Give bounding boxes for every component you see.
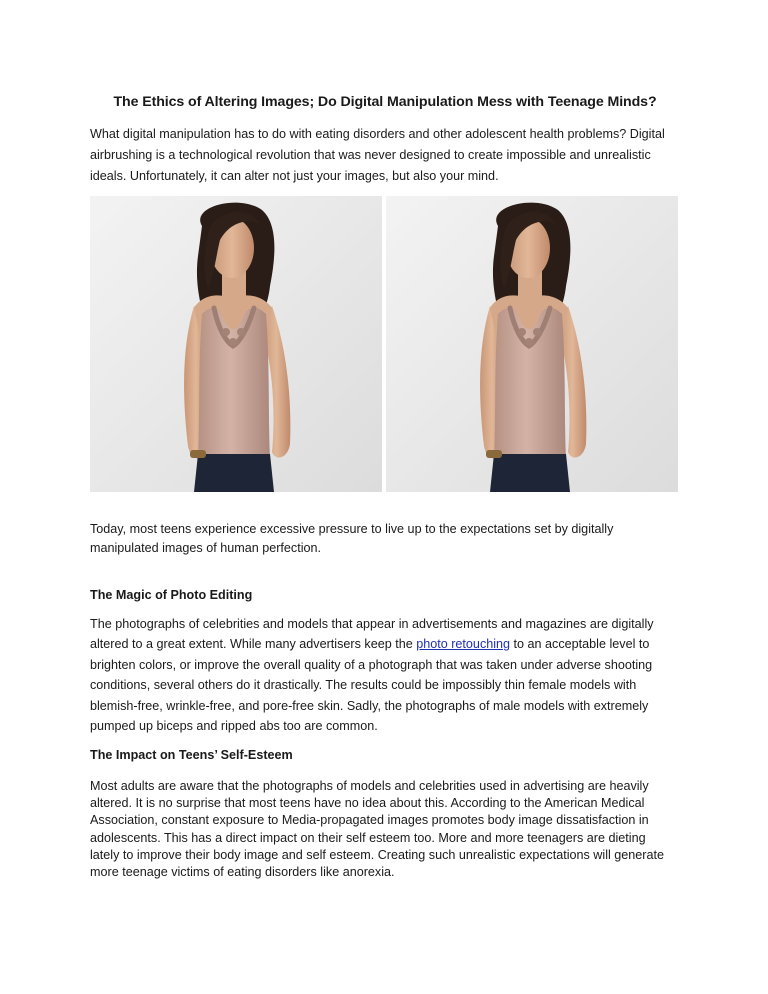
photo-retouching-link[interactable]: photo retouching bbox=[416, 637, 511, 652]
paragraph-line: adolescents. This has a direct impact on their self esteem too. More and more teenagers are dieting bbox=[90, 830, 646, 845]
paragraph-line: brighten colors, or improve the overall quality of a photograph that was taken under adverse shooting bbox=[90, 657, 653, 672]
photo-editing-paragraph bbox=[90, 614, 680, 736]
paragraph-line: The photographs of celebrities and models that appear in advertisements and magazines are digitally bbox=[90, 617, 654, 631]
paragraph-line: Association, constant exposure to Media-propagated images promotes body image dissatisfaction in bbox=[90, 813, 649, 828]
document-title: The Ethics of Altering Images; Do Digital Manipulation Mess with Teenage Minds? bbox=[113, 94, 657, 110]
paragraph-line: manipulated images of human perfection. bbox=[90, 541, 322, 555]
paragraph-line: lately to improve their body image and self esteem. Creating such unrealistic expectations will generate bbox=[90, 847, 665, 862]
section-heading-self-esteem: The Impact on Teens’ Self-Esteem bbox=[90, 748, 293, 762]
paragraph-line: conditions, several others do it drastically. The results could be impossibly thin female models with bbox=[90, 678, 637, 693]
intro-line: What digital manipulation has to do with eating disorders and other adolescent health problems? Digital bbox=[90, 127, 665, 141]
model-photo-before bbox=[90, 196, 382, 492]
teen-pressure-paragraph bbox=[90, 520, 680, 558]
line-text: to an acceptable level to bbox=[510, 637, 650, 652]
intro-paragraph bbox=[90, 124, 680, 187]
intro-line: airbrushing is a technological revolution that was never designed to create impossible and unrealistic bbox=[90, 148, 651, 162]
self-esteem-paragraph bbox=[90, 778, 680, 881]
before-after-photos bbox=[90, 196, 678, 492]
paragraph-line: Today, most teens experience excessive pressure to live up to the expectations set by digitally bbox=[90, 522, 614, 536]
paragraph-line: more teenage victims of eating disorders like anorexia. bbox=[90, 865, 395, 880]
section-heading-photo-editing: The Magic of Photo Editing bbox=[90, 588, 253, 602]
paragraph-line: altered. It is no surprise that most teens have no idea about this. According to the American Medical bbox=[90, 796, 645, 811]
intro-line: ideals. Unfortunately, it can alter not just your images, but also your mind. bbox=[90, 169, 499, 183]
paragraph-line: blemish-free, wrinkle-free, and pore-free skin. Sadly, the photographs of male models with extremely bbox=[90, 698, 649, 713]
paragraph-line bbox=[90, 634, 680, 654]
line-text: altered to a great extent. While many advertisers keep the bbox=[90, 637, 417, 652]
paragraph-line: Most adults are aware that the photographs of models and celebrities used in advertising are heavily bbox=[90, 779, 649, 793]
paragraph-line: pumped up biceps and ripped abs too are common. bbox=[90, 719, 378, 734]
model-photo-after bbox=[386, 196, 678, 492]
